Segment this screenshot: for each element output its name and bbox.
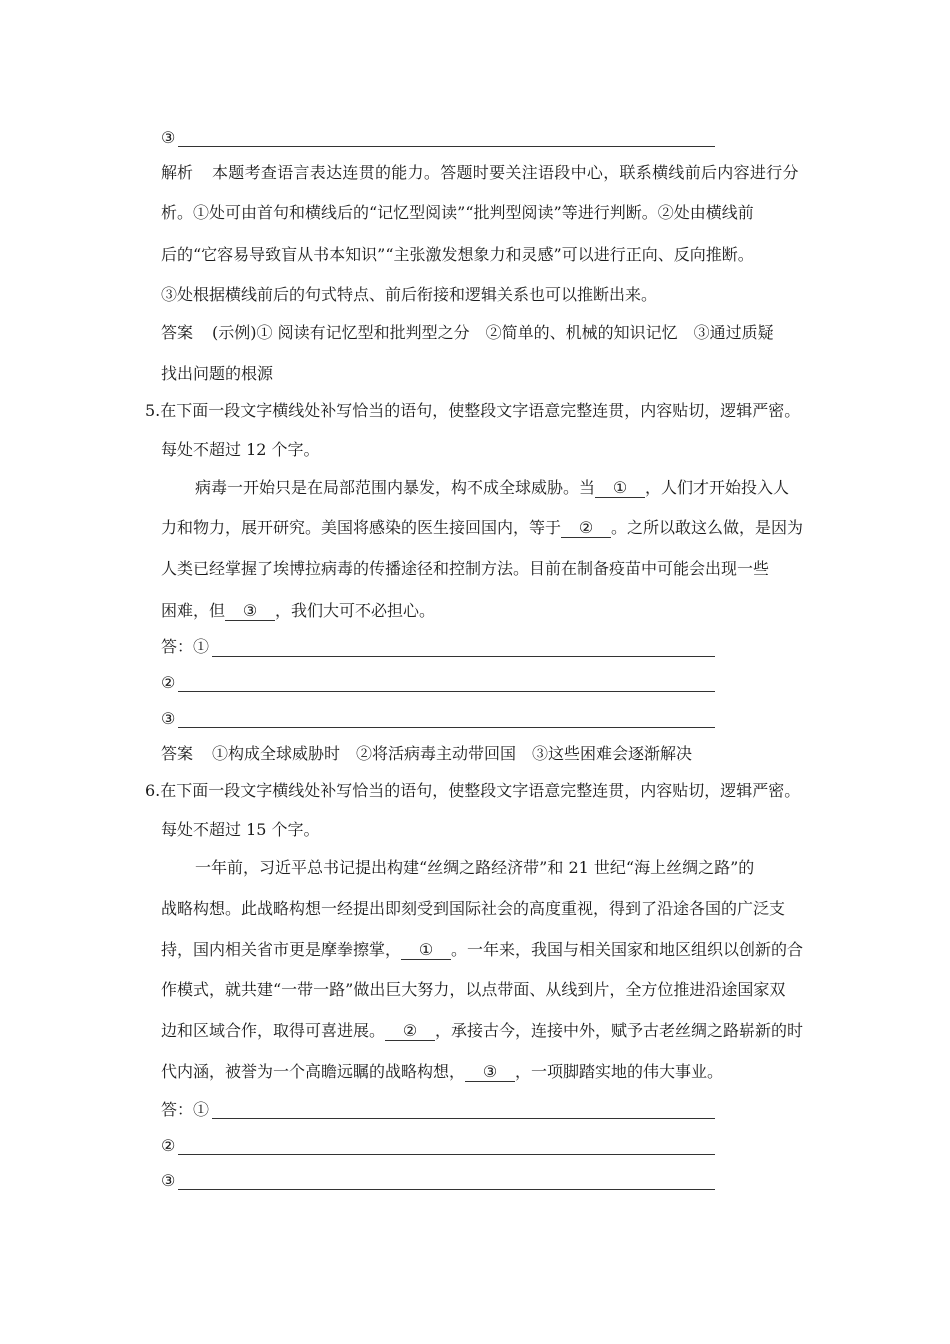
analysis-line: 后的“它容易导致盲从书本知识”“主张激发想象力和灵感”可以进行正向、反向推断。 — [161, 245, 754, 264]
fill-blank[interactable]: ② — [385, 1022, 435, 1041]
question-prompt: 5.在下面一段文字横线处补写恰当的语句，使整段文字语意完整连贯，内容贴切，逻辑严密。 — [145, 401, 801, 420]
answer-line[interactable] — [212, 656, 715, 657]
answer-text: ①构成全球威胁时 ②将活病毒主动带回国 ③这些困难会逐渐解决 — [212, 744, 693, 763]
fill-blank[interactable]: ② — [561, 519, 611, 538]
passage-line: 困难，但 ③ ，我们大可不必担心。 — [161, 601, 436, 620]
answer-marker: ③ — [161, 709, 176, 728]
analysis-line: 本题考查语言表达连贯的能力。答题时要关注语段中心，联系横线前后内容进行分 — [212, 163, 799, 182]
answer-label: 答案 — [161, 323, 194, 342]
analysis-label: 解析 — [161, 163, 194, 182]
answer-line[interactable] — [178, 1189, 715, 1190]
passage-line: 人类已经掌握了埃博拉病毒的传播途径和控制方法。目前在制备疫苗中可能会出现一些 — [161, 559, 770, 578]
question-prompt: 每处不超过 15 个字。 — [161, 820, 320, 839]
fill-blank[interactable]: ① — [595, 479, 645, 498]
passage-line: 一年前，习近平总书记提出构建“丝绸之路经济带”和 21 世纪“海上丝绸之路”的 — [195, 858, 755, 877]
analysis-line: ③处根据横线前后的句式特点、前后衔接和逻辑关系也可以推断出来。 — [161, 285, 658, 304]
analysis-line: 析。①处可由首句和横线后的“记忆型阅读”“批判型阅读”等进行判断。②处由横线前 — [161, 203, 754, 222]
passage-line: 作模式，就共建“一带一路”做出巨大努力，以点带面、从线到片，全方位推进沿途国家双 — [161, 980, 786, 999]
answer-line[interactable] — [178, 1154, 715, 1155]
answer-text: (示例)① 阅读有记忆型和批判型之分 ②简单的、机械的知识记忆 ③通过质疑 — [212, 323, 774, 342]
fill-blank[interactable]: ① — [401, 941, 451, 960]
answer-marker: ② — [161, 673, 176, 692]
question-prompt: 6.在下面一段文字横线处补写恰当的语句，使整段文字语意完整连贯，内容贴切，逻辑严密。 — [145, 781, 801, 800]
passage-line: 力和物力，展开研究。美国将感染的医生接回国内，等于 ② 。之所以敢这么做，是因为 — [161, 518, 804, 537]
answer-line[interactable] — [178, 691, 715, 692]
answer-marker: ② — [161, 1136, 176, 1155]
answer-label: 答案 — [161, 744, 194, 763]
fill-blank[interactable]: ③ — [225, 602, 275, 621]
answer-marker: ③ — [161, 128, 176, 147]
passage-line: 病毒一开始只是在局部范围内暴发，构不成全球威胁。当 ① ，人们才开始投入人 — [195, 478, 790, 497]
answer-prefix: 答：① — [161, 1100, 210, 1119]
answer-line[interactable] — [212, 1118, 715, 1119]
answer-line[interactable] — [178, 727, 715, 728]
passage-line: 边和区域合作，取得可喜进展。 ② ，承接古今，连接中外，赋予古老丝绸之路崭新的时 — [161, 1021, 804, 1040]
answer-prefix: 答：① — [161, 637, 210, 656]
answer-text: 找出问题的根源 — [161, 364, 274, 383]
answer-marker: ③ — [161, 1171, 176, 1190]
passage-line: 代内涵，被誉为一个高瞻远瞩的战略构想， ③ ，一项脚踏实地的伟大事业。 — [161, 1062, 724, 1081]
passage-line: 持，国内相关省市更是摩拳擦掌， ① 。一年来，我国与相关国家和地区组织以创新的合 — [161, 940, 804, 959]
fill-blank[interactable]: ③ — [465, 1063, 515, 1082]
question-prompt: 每处不超过 12 个字。 — [161, 440, 320, 459]
passage-line: 战略构想。此战略构想一经提出即刻受到国际社会的高度重视，得到了沿途各国的广泛支 — [161, 899, 786, 918]
answer-line[interactable] — [178, 146, 715, 147]
